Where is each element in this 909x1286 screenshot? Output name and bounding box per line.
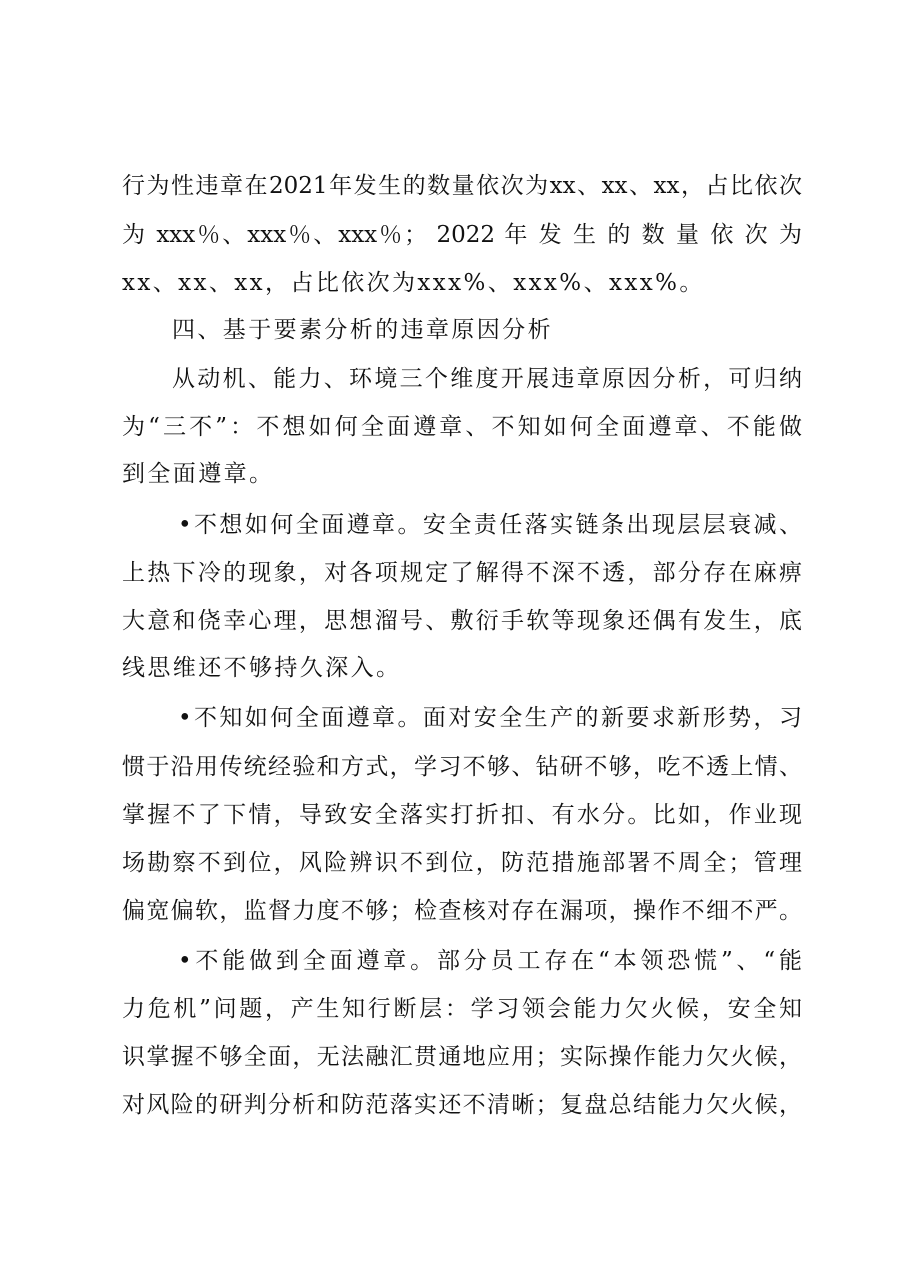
paragraph-line: 偏宽偏软，监督力度不够；检查核对存在漏项，操作不细不严。 xyxy=(122,898,802,924)
paragraph-line: 从动机、能力、环境三个维度开展违章原因分析，可归纳 xyxy=(172,366,802,392)
paragraph-line: 惯于沿用传统经验和方式，学习不够、钻研不够，吃不透上情、 xyxy=(122,754,802,780)
paragraph-line: 线思维还不够持久深入。 xyxy=(122,655,402,681)
paragraph-line: 场勘察不到位，风险辨识不到位，防范措施部署不周全；管理 xyxy=(122,850,802,876)
bullet-paragraph-line: •不能做到全面遵章。部分员工存在“本领恐慌”、“能 xyxy=(178,948,802,974)
paragraph-line: 为 xxx％、xxx％、xxx％； 2022 年 发 生 的 数 量 依 次 为 xyxy=(122,222,802,248)
bullet-paragraph-line: •不知如何全面遵章。面对安全生产的新要求新形势，习 xyxy=(178,705,802,731)
paragraph-line: 对风险的研判分析和防范落实还不清晰；复盘总结能力欠火候， xyxy=(122,1092,802,1118)
paragraph-line: xx、xx、xx，占比依次为xxx%、xxx%、xxx%。 xyxy=(122,270,705,296)
bullet-paragraph-line: •不想如何全面遵章。安全责任落实链条出现层层衰减、 xyxy=(178,512,802,538)
paragraph-line: 上热下冷的现象，对各项规定了解得不深不透，部分存在麻痹 xyxy=(122,560,802,586)
paragraph-line: 识掌握不够全面，无法融汇贯通地应用；实际操作能力欠火候， xyxy=(122,1044,802,1070)
paragraph-line: 力危机”问题，产生知行断层：学习领会能力欠火候，安全知 xyxy=(122,996,802,1022)
paragraph-line: 为“三不”：不想如何全面遵章、不知如何全面遵章、不能做 xyxy=(122,414,802,440)
paragraph-line: 大意和侥幸心理，思想溜号、敷衍手软等现象还偶有发生，底 xyxy=(122,608,802,634)
paragraph-line: 掌握不了下情，导致安全落实打折扣、有水分。比如，作业现 xyxy=(122,802,802,828)
paragraph-line: 到全面遵章。 xyxy=(122,461,275,487)
section-heading: 四、基于要素分析的违章原因分析 xyxy=(172,317,553,343)
paragraph-line: 行为性违章在2021年发生的数量依次为xx、xx、xx，占比依次 xyxy=(122,173,802,199)
